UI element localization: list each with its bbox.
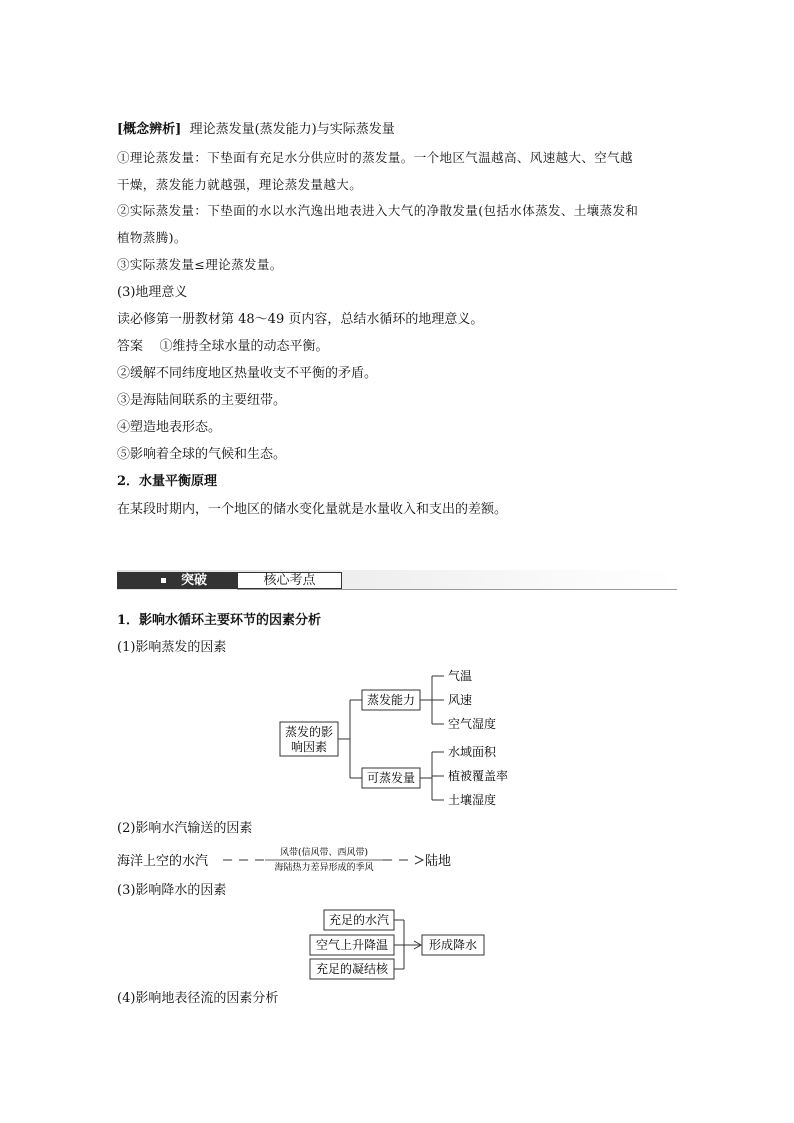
square-bullet-icon: [161, 578, 166, 583]
branch2-label: 可蒸发量: [366, 771, 416, 785]
concept-paragraph-1a: ①理论蒸发量：下垫面有充足水分供应时的蒸发量。一个地区气温越高、风速越大、空气越: [117, 150, 634, 165]
factors-sub-evaporation: (1)影响蒸发的因素: [117, 640, 227, 655]
branch1-leaf-1: 气温: [448, 669, 473, 683]
vapor-transport-diagram: [115, 843, 475, 875]
section-bar: [117, 570, 677, 590]
section-label: [117, 572, 237, 589]
branch2-leaf-3: 土壤湿度: [448, 793, 497, 807]
factors-sub-runoff: (4)影响地表径流的因素分析: [117, 991, 279, 1006]
significance-heading: (3)地理意义: [117, 285, 188, 300]
answer-item-2: ②缓解不同纬度地区热量收支不平衡的矛盾。: [117, 366, 378, 381]
branch2-leaf-2: 植被覆盖率: [448, 769, 509, 783]
root-label-line-1: 蒸发的影: [284, 725, 334, 739]
vapor-end: 陆地: [425, 854, 452, 869]
balance-text: 在某段时期内，一个地区的储水变化量就是水量收入和支出的差额。: [117, 502, 508, 517]
answer-label: 答案: [117, 339, 144, 354]
vapor-route-bottom: 海陆热力差异形成的季风: [274, 863, 374, 873]
answer-item-3: ③是海陆间联系的主要纽带。: [117, 393, 287, 408]
factors-heading: 1．影响水循环主要环节的因素分析: [117, 613, 322, 628]
balance-heading: 2．水量平衡原理: [117, 474, 218, 489]
section-box-label: 核心考点: [237, 572, 342, 589]
factors-sub-vapor: (2)影响水汽输送的因素: [117, 821, 253, 836]
concept-tag: [概念辨析]: [117, 122, 182, 137]
precip-input-1: 充足的水汽: [328, 913, 390, 927]
concept-paragraph-2b: 植物蒸腾)。: [117, 230, 187, 245]
answer-item-4: ④塑造地表形态。: [117, 420, 222, 435]
section-label-text: 突破: [181, 573, 208, 588]
concept-paragraph-2a: ②实际蒸发量：下垫面的水以水汽逸出地表进入大气的净散发量(包括水体蒸发、土壤蒸发和: [117, 203, 639, 218]
concept-paragraph-3: ③实际蒸发量≤理论蒸发量。: [117, 257, 283, 272]
answer-item-1: ①维持全球水量的动态平衡。: [159, 339, 329, 354]
root-label-line-2: 响因素: [290, 740, 328, 754]
arrow-right-icon: [415, 856, 423, 864]
concept-heading: [117, 121, 395, 139]
branch1-label: 蒸发能力: [366, 693, 416, 707]
branch2-leaf-1: 水域面积: [448, 745, 497, 759]
vapor-start: 海洋上空的水汽: [117, 854, 209, 869]
evaporation-factors-diagram: [270, 662, 530, 810]
precipitation-diagram: [300, 906, 500, 982]
answer-item-5: ⑤影响着全球的气候和生态。: [117, 447, 287, 462]
precip-input-3: 充足的凝结核: [315, 962, 389, 976]
vapor-route-top: 风带(信风带、西风带): [279, 848, 369, 858]
answer-line: [117, 338, 329, 356]
significance-question: 读必修第一册教材第 48～49 页内容，总结水循环的地理意义。: [117, 312, 484, 327]
factors-sub-precipitation: (3)影响降水的因素: [117, 883, 227, 898]
section-underline: [237, 589, 677, 590]
precip-output: 形成降水: [428, 938, 478, 952]
precip-input-2: 空气上升降温: [315, 938, 389, 952]
branch1-leaf-3: 空气湿度: [448, 717, 497, 731]
concept-title: 理论蒸发量(蒸发能力)与实际蒸发量: [189, 122, 395, 137]
concept-paragraph-1b: 干燥，蒸发能力就越强，理论蒸发量越大。: [117, 177, 363, 192]
branch1-leaf-2: 风速: [448, 693, 473, 707]
